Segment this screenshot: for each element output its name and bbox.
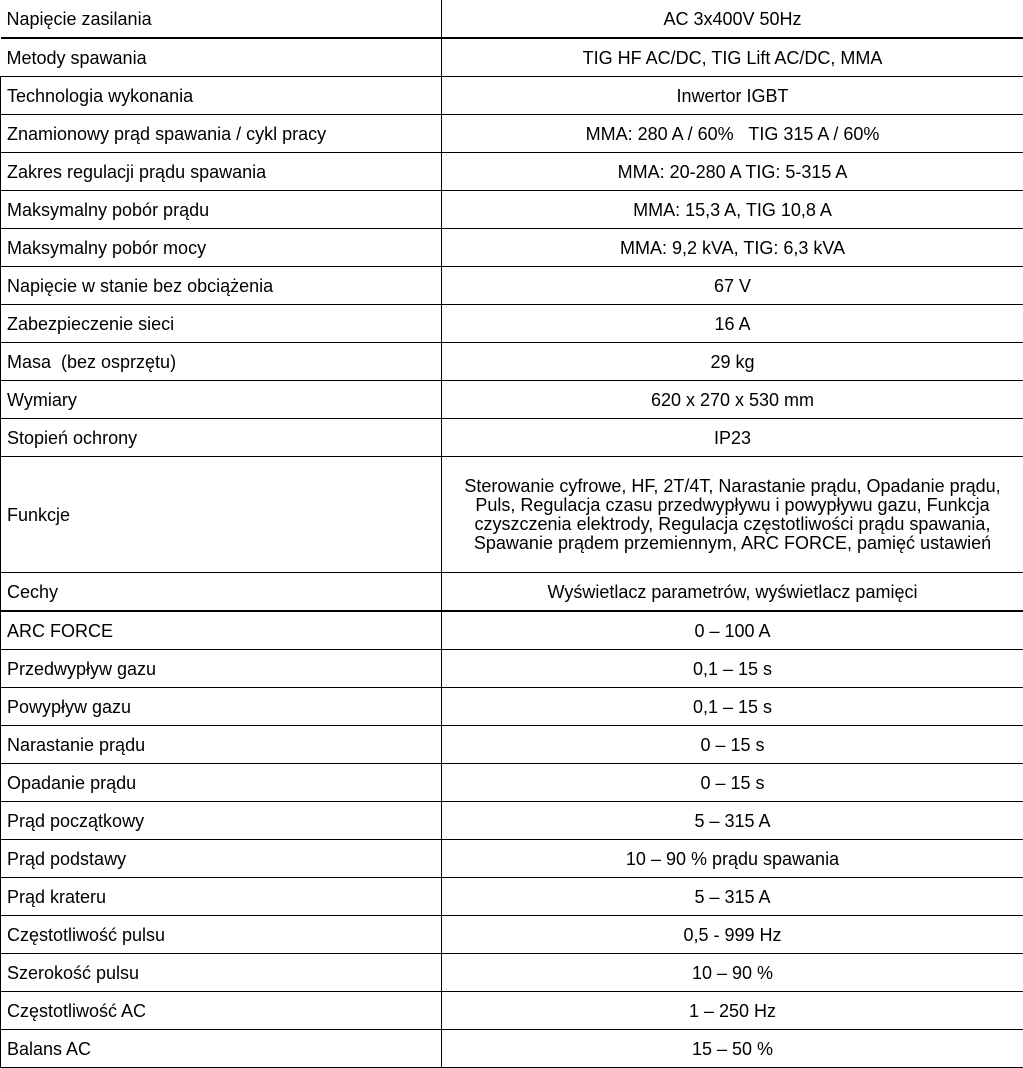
spec-label: Przedwypływ gazu bbox=[1, 650, 442, 688]
spec-label: Metody spawania bbox=[1, 38, 442, 77]
spec-value: 0 – 15 s bbox=[442, 764, 1023, 802]
spec-label: Maksymalny pobór mocy bbox=[1, 229, 442, 267]
spec-value: MMA: 15,3 A, TIG 10,8 A bbox=[442, 191, 1023, 229]
spec-row-gas-postflow bbox=[1, 688, 1023, 726]
spec-label: Prąd podstawy bbox=[1, 840, 442, 878]
spec-row-base-current bbox=[1, 840, 1023, 878]
spec-row-welding-methods bbox=[1, 38, 1023, 77]
spec-row-arc-force bbox=[1, 611, 1023, 650]
spec-value: 0 – 100 A bbox=[442, 611, 1023, 650]
spec-label: Funkcje bbox=[1, 457, 442, 573]
spec-value: 5 – 315 A bbox=[442, 878, 1023, 916]
spec-value: AC 3x400V 50Hz bbox=[442, 0, 1023, 38]
spec-value: IP23 bbox=[442, 419, 1023, 457]
spec-label: Narastanie prądu bbox=[1, 726, 442, 764]
spec-value: Wyświetlacz parametrów, wyświetlacz pamięci bbox=[442, 573, 1023, 612]
spec-value: 0 – 15 s bbox=[442, 726, 1023, 764]
spec-row-max-power-draw bbox=[1, 229, 1023, 267]
spec-label: Maksymalny pobór prądu bbox=[1, 191, 442, 229]
spec-value: 0,5 - 999 Hz bbox=[442, 916, 1023, 954]
spec-value: 0,1 – 15 s bbox=[442, 688, 1023, 726]
spec-row-ac-frequency bbox=[1, 992, 1023, 1030]
spec-row-rated-current bbox=[1, 115, 1023, 153]
spec-row-current-downslope bbox=[1, 764, 1023, 802]
spec-label: Napięcie w stanie bez obciążenia bbox=[1, 267, 442, 305]
spec-label: Masa (bez osprzętu) bbox=[1, 343, 442, 381]
spec-value: MMA: 9,2 kVA, TIG: 6,3 kVA bbox=[442, 229, 1023, 267]
spec-label: Prąd początkowy bbox=[1, 802, 442, 840]
spec-row-weight bbox=[1, 343, 1023, 381]
spec-value: 1 – 250 Hz bbox=[442, 992, 1023, 1030]
spec-row-technology bbox=[1, 77, 1023, 115]
spec-label: Wymiary bbox=[1, 381, 442, 419]
spec-row-pulse-frequency bbox=[1, 916, 1023, 954]
spec-label: Prąd krateru bbox=[1, 878, 442, 916]
spec-label: Stopień ochrony bbox=[1, 419, 442, 457]
spec-label: Opadanie prądu bbox=[1, 764, 442, 802]
spec-row-functions bbox=[1, 457, 1023, 573]
spec-value: 10 – 90 % bbox=[442, 954, 1023, 992]
spec-label: Zakres regulacji prądu spawania bbox=[1, 153, 442, 191]
spec-label: Zabezpieczenie sieci bbox=[1, 305, 442, 343]
spec-value: MMA: 280 A / 60% TIG 315 A / 60% bbox=[442, 115, 1023, 153]
spec-row-protection-rating bbox=[1, 419, 1023, 457]
spec-value: 16 A bbox=[442, 305, 1023, 343]
spec-label: Szerokość pulsu bbox=[1, 954, 442, 992]
spec-value: MMA: 20-280 A TIG: 5-315 A bbox=[442, 153, 1023, 191]
spec-row-ac-balance bbox=[1, 1030, 1023, 1068]
spec-label: Cechy bbox=[1, 573, 442, 612]
spec-row-open-circuit-voltage bbox=[1, 267, 1023, 305]
spec-label: Powypływ gazu bbox=[1, 688, 442, 726]
spec-row-crater-current bbox=[1, 878, 1023, 916]
spec-row-mains-fuse bbox=[1, 305, 1023, 343]
spec-row-pulse-width bbox=[1, 954, 1023, 992]
spec-value: 10 – 90 % prądu spawania bbox=[442, 840, 1023, 878]
spec-value: 29 kg bbox=[442, 343, 1023, 381]
spec-table-body bbox=[1, 0, 1023, 1068]
spec-value: Inwertor IGBT bbox=[442, 77, 1023, 115]
spec-label: Częstotliwość AC bbox=[1, 992, 442, 1030]
spec-row-current-range bbox=[1, 153, 1023, 191]
spec-label: ARC FORCE bbox=[1, 611, 442, 650]
spec-value: TIG HF AC/DC, TIG Lift AC/DC, MMA bbox=[442, 38, 1023, 77]
spec-label: Znamionowy prąd spawania / cykl pracy bbox=[1, 115, 442, 153]
spec-row-max-current-draw bbox=[1, 191, 1023, 229]
spec-label: Częstotliwość pulsu bbox=[1, 916, 442, 954]
spec-value: 0,1 – 15 s bbox=[442, 650, 1023, 688]
spec-label: Technologia wykonania bbox=[1, 77, 442, 115]
spec-value: 5 – 315 A bbox=[442, 802, 1023, 840]
spec-row-dimensions bbox=[1, 381, 1023, 419]
spec-label: Balans AC bbox=[1, 1030, 442, 1068]
spec-row-start-current bbox=[1, 802, 1023, 840]
spec-label: Napięcie zasilania bbox=[1, 0, 442, 38]
spec-row-features bbox=[1, 573, 1023, 612]
spec-row-supply-voltage bbox=[1, 0, 1023, 38]
spec-value: Sterowanie cyfrowe, HF, 2T/4T, Narastanie prądu, Opadanie prądu, Puls, Regulacja czasu przedwypływu i powypływu gazu, Funkcja czyszczenia elektrody, Regulacja częstotliwości prądu spawania, Spawanie prądem przemiennym, ARC FORCE, pamięć ustawień bbox=[442, 457, 1023, 573]
spec-value: 620 x 270 x 530 mm bbox=[442, 381, 1023, 419]
spec-row-current-upslope bbox=[1, 726, 1023, 764]
spec-row-gas-preflow bbox=[1, 650, 1023, 688]
spec-value: 67 V bbox=[442, 267, 1023, 305]
spec-value: 15 – 50 % bbox=[442, 1030, 1023, 1068]
